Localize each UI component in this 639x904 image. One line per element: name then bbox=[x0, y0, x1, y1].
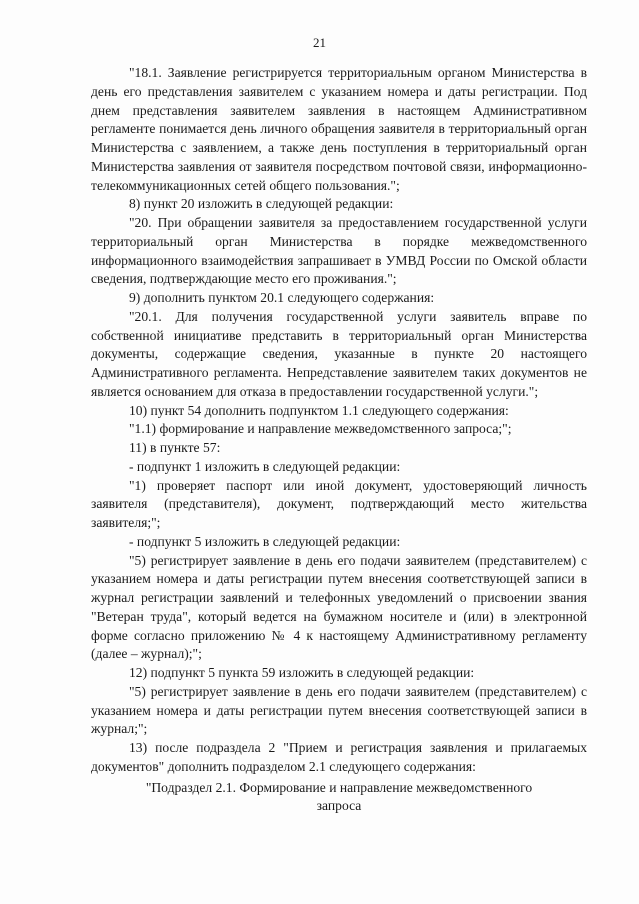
subsection-heading: "Подраздел 2.1. Формирование и направление межведомственного запроса bbox=[145, 779, 533, 814]
paragraph-item-12: 12) подпункт 5 пункта 59 изложить в следующей редакции: bbox=[129, 665, 475, 680]
paragraph-subitem-1-intro: - подпункт 1 изложить в следующей редакции: bbox=[129, 458, 401, 474]
paragraph-item-10: 10) пункт 54 дополнить подпунктом 1.1 следующего содержания: bbox=[129, 402, 509, 418]
paragraph-subitem-1-1: "1.1) формирование и направление межведомственного запроса;"; bbox=[129, 421, 512, 437]
paragraph-subitem-5-p59: "5) регистрирует заявление в день его подачи заявителем (представителем) с указанием номера и даты регистрации путем внесения соответствующей записи в журнал;"; bbox=[91, 683, 587, 737]
paragraph-subitem-5-intro: - подпункт 5 изложить в следующей редакции: bbox=[129, 533, 401, 549]
paragraph-20: "20. При обращении заявителя за предоставлением государственной услуги территориальный орган Министерства в порядке межведомственного информационного взаимодействия запрашивает в УМВД России по Омской области сведения, подтверждающие место его проживания."; bbox=[91, 215, 587, 287]
paragraph-item-13: 13) после подраздела 2 "Прием и регистрация заявления и прилагаемых документов" дополнить подразделом 2.1 следующего содержания: bbox=[91, 740, 587, 774]
paragraph-item-8: 8) пункт 20 изложить в следующей редакции: bbox=[129, 196, 394, 212]
paragraph-item-11: 11) в пункте 57: bbox=[129, 440, 221, 455]
paragraph-item-9: 9) дополнить пунктом 20.1 следующего содержания: bbox=[129, 290, 435, 305]
paragraph-subitem-5: "5) регистрирует заявление в день его подачи заявителем (представителем) с указанием номера и даты регистрации путем внесения соответствующей записи в журнал регистрации заявлений и телефонных уведомлений о присвоении звания "Ветеран труда", который ведется на бумажном носителе и (или) в электронной форме согласно приложению № 4 к настоящему Административному регламенту (далее – журнал);"; bbox=[91, 552, 587, 662]
page-number: 21 bbox=[313, 35, 326, 50]
paragraph-18-1: "18.1. Заявление регистрируется территориальным органом Министерства в день его представления заявителем с указанием номера и даты регистрации. Под днем представления заявителем заявления в настоящем Административном регламенте понимается день личного обращения заявителя в территориальный орган Министерства с заявлением, а также день поступления в территориальный орган Министерства заявления от заявителя посредством почтовой связи, информационно-телекоммуникационных сетей общего пользования."; bbox=[91, 65, 587, 193]
document-body bbox=[91, 64, 587, 816]
paragraph-subitem-1: "1) проверяет паспорт или иной документ, удостоверяющий личность заявителя (представителя), документ, подтверждающий место жительства заявителя;"; bbox=[91, 477, 587, 530]
paragraph-20-1: "20.1. Для получения государственной услуги заявитель вправе по собственной инициативе представить в территориальный орган Министерства документы, содержащие сведения, указанные в пункте 20 настоящего Административного регламента. Непредставление заявителем таких документов не является основанием для отказа в предоставлении государственной услуги."; bbox=[91, 308, 587, 399]
